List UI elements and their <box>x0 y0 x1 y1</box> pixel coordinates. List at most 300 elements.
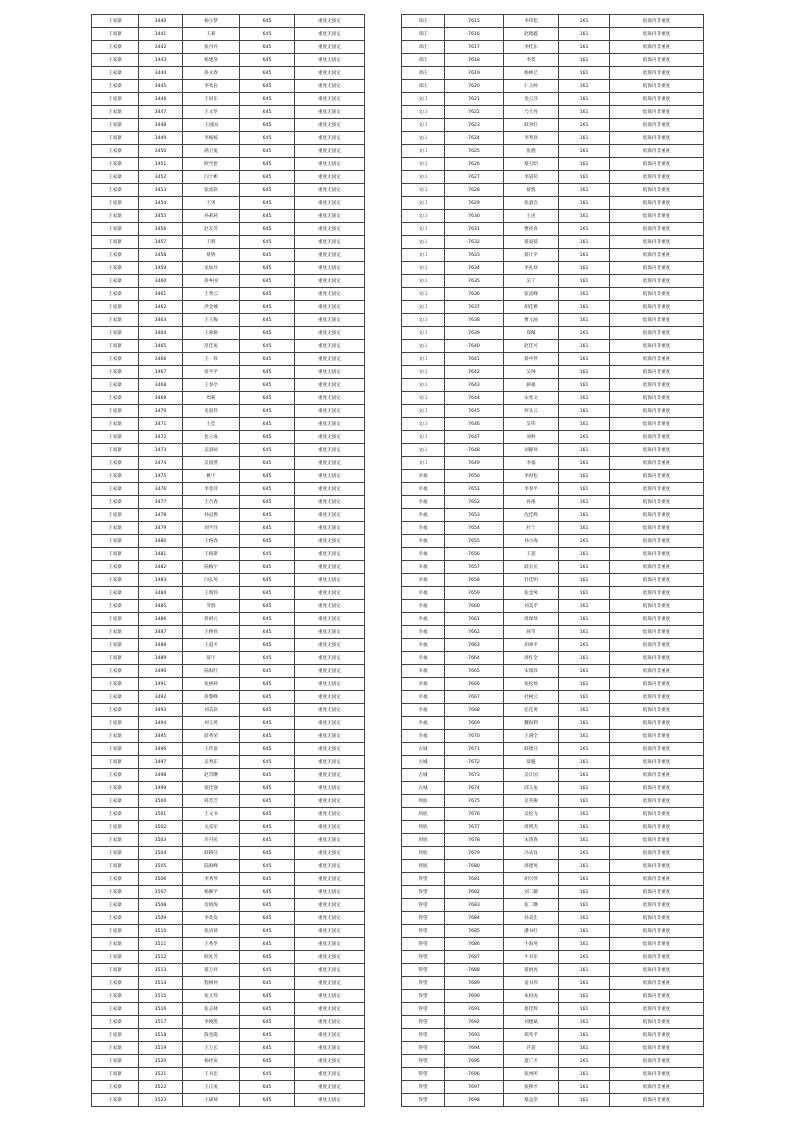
table-row <box>92 210 365 223</box>
category-cell: 重度无固定 <box>295 392 365 405</box>
village-cell: 得望 <box>402 1055 445 1068</box>
table-row <box>402 652 704 665</box>
village-cell: 王家寨 <box>92 145 139 158</box>
amount-cell: 161 <box>559 1068 610 1081</box>
id-cell: 3488 <box>139 639 183 652</box>
amount-cell: 645 <box>240 990 295 1003</box>
table-row <box>402 457 704 470</box>
amount-cell: 645 <box>240 769 295 782</box>
amount-cell: 161 <box>559 301 610 314</box>
village-cell: 得望 <box>402 1003 445 1016</box>
amount-cell: 161 <box>559 132 610 145</box>
amount-cell: 161 <box>559 704 610 717</box>
name-cell: 牛海英 <box>504 938 559 951</box>
table-row <box>402 405 704 418</box>
category-cell: 低保内非重度 <box>610 496 704 509</box>
id-cell: 7645 <box>445 405 504 418</box>
village-cell: 幸福 <box>402 548 445 561</box>
amount-cell: 161 <box>559 314 610 327</box>
name-cell: 刘美平 <box>504 600 559 613</box>
village-cell: 王家寨 <box>92 496 139 509</box>
id-cell: 3469 <box>139 392 183 405</box>
table-row <box>402 262 704 275</box>
id-cell: 7677 <box>445 821 504 834</box>
name-cell: 蔡爱荷 <box>504 236 559 249</box>
id-cell: 3506 <box>139 873 183 886</box>
name-cell: 薛长民 <box>504 561 559 574</box>
village-cell: 王家寨 <box>92 847 139 860</box>
category-cell: 重度无固定 <box>295 28 365 41</box>
category-cell: 低保内非重度 <box>610 1068 704 1081</box>
category-cell: 低保内非重度 <box>610 678 704 691</box>
id-cell: 7646 <box>445 418 504 431</box>
category-cell: 重度无固定 <box>295 288 365 301</box>
id-cell: 3454 <box>139 197 183 210</box>
id-cell: 3459 <box>139 262 183 275</box>
name-cell: 蒋黎峰 <box>183 691 240 704</box>
id-cell: 3483 <box>139 574 183 587</box>
amount-cell: 645 <box>240 860 295 873</box>
category-cell: 重度无固定 <box>295 821 365 834</box>
amount-cell: 645 <box>240 1081 295 1094</box>
amount-cell: 161 <box>559 444 610 457</box>
table-row <box>92 392 365 405</box>
category-cell: 低保内非重度 <box>610 1016 704 1029</box>
amount-cell: 645 <box>240 41 295 54</box>
amount-cell: 161 <box>559 678 610 691</box>
village-cell: 王家寨 <box>92 535 139 548</box>
village-cell: 王家寨 <box>92 483 139 496</box>
id-cell: 7618 <box>445 54 504 67</box>
name-cell: 杜宁 <box>504 522 559 535</box>
village-cell: 幸福 <box>402 509 445 522</box>
category-cell: 重度无固定 <box>295 1003 365 1016</box>
amount-cell: 161 <box>559 470 610 483</box>
table-row <box>402 1042 704 1055</box>
id-cell: 7692 <box>445 1016 504 1029</box>
amount-cell: 645 <box>240 93 295 106</box>
table-row <box>402 522 704 535</box>
id-cell: 3444 <box>139 67 183 80</box>
name-cell: 张树莉 <box>183 678 240 691</box>
category-cell: 低保内非重度 <box>610 886 704 899</box>
table-row <box>92 977 365 990</box>
village-cell: 王家寨 <box>92 860 139 873</box>
name-cell: 周德凤 <box>504 860 559 873</box>
village-cell: 王家寨 <box>92 769 139 782</box>
table-row <box>92 301 365 314</box>
name-cell: 李道苟 <box>504 171 559 184</box>
category-cell: 低保内非重度 <box>610 132 704 145</box>
id-cell: 7615 <box>445 15 504 28</box>
id-cell: 7683 <box>445 899 504 912</box>
village-cell: 王家寨 <box>92 548 139 561</box>
category-cell: 重度无固定 <box>295 535 365 548</box>
amount-cell: 161 <box>559 574 610 587</box>
table-row <box>92 886 365 899</box>
village-cell: 王家寨 <box>92 54 139 67</box>
name-cell: 薪福 <box>504 379 559 392</box>
amount-cell: 161 <box>559 483 610 496</box>
village-cell: 王家寨 <box>92 223 139 236</box>
village-cell: 得望 <box>402 886 445 899</box>
id-cell: 3477 <box>139 496 183 509</box>
amount-cell: 161 <box>559 41 610 54</box>
id-cell: 3481 <box>139 548 183 561</box>
village-cell: 文口 <box>402 405 445 418</box>
amount-cell: 161 <box>559 67 610 80</box>
id-cell: 3480 <box>139 535 183 548</box>
id-cell: 3503 <box>139 834 183 847</box>
id-cell: 7669 <box>445 717 504 730</box>
amount-cell: 645 <box>240 808 295 821</box>
table-row <box>92 93 365 106</box>
name-cell: 李桂东 <box>504 41 559 54</box>
name-cell: 薛喜红 <box>504 119 559 132</box>
id-cell: 7673 <box>445 769 504 782</box>
id-cell: 3510 <box>139 925 183 938</box>
category-cell: 低保内非重度 <box>610 392 704 405</box>
category-cell: 低保内非重度 <box>610 353 704 366</box>
id-cell: 3453 <box>139 184 183 197</box>
village-cell: 王家寨 <box>92 470 139 483</box>
table-row <box>92 405 365 418</box>
village-cell: 得望 <box>402 873 445 886</box>
id-cell: 7644 <box>445 392 504 405</box>
table-row <box>92 860 365 873</box>
id-cell: 7661 <box>445 613 504 626</box>
table-row <box>402 561 704 574</box>
id-cell: 3519 <box>139 1042 183 1055</box>
name-cell: 沈佳辉 <box>504 509 559 522</box>
name-cell: 王文华 <box>183 106 240 119</box>
category-cell: 低保内非重度 <box>610 457 704 470</box>
table-row <box>92 483 365 496</box>
id-cell: 7630 <box>445 210 504 223</box>
category-cell: 低保内非重度 <box>610 587 704 600</box>
amount-cell: 161 <box>559 405 610 418</box>
table-row <box>92 925 365 938</box>
village-cell: 文口 <box>402 379 445 392</box>
name-cell: 刘美彩 <box>183 704 240 717</box>
amount-cell: 645 <box>240 366 295 379</box>
table-row <box>92 834 365 847</box>
id-cell: 3491 <box>139 678 183 691</box>
village-cell: 王家寨 <box>92 886 139 899</box>
name-cell: 蔡益堂 <box>504 1094 559 1107</box>
category-cell: 低保内非重度 <box>610 717 704 730</box>
name-cell: 李嫣嫣 <box>183 132 240 145</box>
id-cell: 7633 <box>445 249 504 262</box>
amount-cell: 161 <box>559 197 610 210</box>
id-cell: 3496 <box>139 743 183 756</box>
category-cell: 低保内非重度 <box>610 158 704 171</box>
id-cell: 7632 <box>445 236 504 249</box>
id-cell: 3474 <box>139 457 183 470</box>
id-cell: 3447 <box>139 106 183 119</box>
table-row <box>92 119 365 132</box>
village-cell: 王家寨 <box>92 41 139 54</box>
village-cell: 王家寨 <box>92 1003 139 1016</box>
village-cell: 得望 <box>402 899 445 912</box>
id-cell: 3443 <box>139 54 183 67</box>
village-cell: 王家寨 <box>92 80 139 93</box>
name-cell: 王秀华 <box>183 938 240 951</box>
village-cell: 王家寨 <box>92 912 139 925</box>
id-cell: 7623 <box>445 119 504 132</box>
category-cell: 重度无固定 <box>295 1068 365 1081</box>
category-cell: 重度无固定 <box>295 262 365 275</box>
id-cell: 7619 <box>445 67 504 80</box>
name-cell: 王锦荷 <box>183 1094 240 1107</box>
table-row <box>92 990 365 1003</box>
table-row <box>92 1029 365 1042</box>
table-row <box>402 1003 704 1016</box>
name-cell: 李金萍 <box>183 483 240 496</box>
village-cell: 邓庄 <box>402 54 445 67</box>
amount-cell: 161 <box>559 171 610 184</box>
table-row <box>402 977 704 990</box>
amount-cell: 161 <box>559 1094 610 1107</box>
name-cell: 魏海利 <box>504 717 559 730</box>
category-cell: 重度无固定 <box>295 405 365 418</box>
village-cell: 幸福 <box>402 691 445 704</box>
category-cell: 低保内非重度 <box>610 1081 704 1094</box>
id-cell: 7674 <box>445 782 504 795</box>
id-cell: 7651 <box>445 483 504 496</box>
table-row <box>402 912 704 925</box>
category-cell: 低保内非重度 <box>610 626 704 639</box>
name-cell: 闫士彬 <box>183 171 240 184</box>
table-row <box>92 54 365 67</box>
table-row <box>402 535 704 548</box>
id-cell: 3463 <box>139 314 183 327</box>
name-cell: 王瑞伟 <box>183 587 240 600</box>
category-cell: 重度无固定 <box>295 457 365 470</box>
table-row <box>402 964 704 977</box>
village-cell: 王家寨 <box>92 275 139 288</box>
amount-cell: 161 <box>559 210 610 223</box>
name-cell: 李秀琴 <box>183 873 240 886</box>
amount-cell: 161 <box>559 535 610 548</box>
table-row <box>402 847 704 860</box>
id-cell: 3495 <box>139 730 183 743</box>
id-cell: 3468 <box>139 379 183 392</box>
amount-cell: 161 <box>559 145 610 158</box>
village-cell: 幸福 <box>402 704 445 717</box>
id-cell: 7666 <box>445 678 504 691</box>
table-row <box>402 509 704 522</box>
amount-cell: 161 <box>559 769 610 782</box>
category-cell: 低保内非重度 <box>610 470 704 483</box>
amount-cell: 645 <box>240 288 295 301</box>
village-cell: 王家寨 <box>92 93 139 106</box>
table-row <box>402 275 704 288</box>
village-cell: 王家寨 <box>92 990 139 1003</box>
name-cell: 仁玉岭 <box>504 80 559 93</box>
name-cell: 潘书红 <box>504 925 559 938</box>
village-cell: 王家寨 <box>92 1029 139 1042</box>
name-cell: 闫长英 <box>183 574 240 587</box>
category-cell: 低保内非重度 <box>610 964 704 977</box>
name-cell: 王同东 <box>183 93 240 106</box>
table-row <box>92 717 365 730</box>
id-cell: 7647 <box>445 431 504 444</box>
id-cell: 3475 <box>139 470 183 483</box>
table-row <box>402 340 704 353</box>
table-row <box>92 626 365 639</box>
amount-cell: 161 <box>559 964 610 977</box>
amount-cell: 645 <box>240 977 295 990</box>
village-cell: 王家寨 <box>92 873 139 886</box>
table-row <box>402 379 704 392</box>
amount-cell: 161 <box>559 353 610 366</box>
amount-cell: 161 <box>559 717 610 730</box>
table-row <box>402 899 704 912</box>
amount-cell: 161 <box>559 600 610 613</box>
name-cell: 李祖松 <box>504 470 559 483</box>
category-cell: 重度无固定 <box>295 1016 365 1029</box>
category-cell: 重度无固定 <box>295 886 365 899</box>
name-cell: 蒋乡国 <box>183 275 240 288</box>
id-cell: 7640 <box>445 340 504 353</box>
id-cell: 7628 <box>445 184 504 197</box>
category-cell: 重度无固定 <box>295 834 365 847</box>
id-cell: 3471 <box>139 418 183 431</box>
village-cell: 王家寨 <box>92 353 139 366</box>
id-cell: 7696 <box>445 1068 504 1081</box>
table-row <box>92 808 365 821</box>
name-cell: 赵佳可 <box>504 340 559 353</box>
amount-cell: 645 <box>240 145 295 158</box>
name-cell: 韩雪 <box>504 626 559 639</box>
left-roster-body <box>92 15 365 1107</box>
village-cell: 邓庄 <box>402 41 445 54</box>
table-row <box>402 886 704 899</box>
table-row <box>92 782 365 795</box>
name-cell: 王翠格 <box>183 327 240 340</box>
name-cell: 宋瑞珍 <box>504 665 559 678</box>
table-row <box>92 1055 365 1068</box>
amount-cell: 645 <box>240 613 295 626</box>
village-cell: 王家寨 <box>92 665 139 678</box>
village-cell: 幸福 <box>402 639 445 652</box>
category-cell: 重度无固定 <box>295 418 365 431</box>
category-cell: 重度无固定 <box>295 158 365 171</box>
table-row <box>92 964 365 977</box>
amount-cell: 645 <box>240 314 295 327</box>
table-row <box>92 769 365 782</box>
table-row <box>402 860 704 873</box>
name-cell: 郑兆平 <box>504 1029 559 1042</box>
name-cell: 李秀珍 <box>504 132 559 145</box>
table-row <box>402 990 704 1003</box>
category-cell: 重度无固定 <box>295 470 365 483</box>
name-cell: 张捧才 <box>504 1081 559 1094</box>
table-row <box>92 743 365 756</box>
name-cell: 孙美生 <box>504 912 559 925</box>
id-cell: 7637 <box>445 301 504 314</box>
id-cell: 3522 <box>139 1081 183 1094</box>
id-cell: 7667 <box>445 691 504 704</box>
village-cell: 得望 <box>402 1029 445 1042</box>
amount-cell: 161 <box>559 158 610 171</box>
id-cell: 3448 <box>139 119 183 132</box>
village-cell: 王家寨 <box>92 210 139 223</box>
name-cell: 张德 <box>504 145 559 158</box>
name-cell: 吴丁 <box>504 275 559 288</box>
amount-cell: 645 <box>240 652 295 665</box>
amount-cell: 645 <box>240 223 295 236</box>
village-cell: 文口 <box>402 366 445 379</box>
table-row <box>92 106 365 119</box>
id-cell: 3446 <box>139 93 183 106</box>
id-cell: 3476 <box>139 483 183 496</box>
village-cell: 古城 <box>402 782 445 795</box>
table-row <box>402 821 704 834</box>
category-cell: 重度无固定 <box>295 678 365 691</box>
amount-cell: 645 <box>240 28 295 41</box>
id-cell: 7678 <box>445 834 504 847</box>
category-cell: 低保内非重度 <box>610 145 704 158</box>
village-cell: 王家寨 <box>92 184 139 197</box>
amount-cell: 161 <box>559 119 610 132</box>
amount-cell: 645 <box>240 535 295 548</box>
village-cell: 文口 <box>402 223 445 236</box>
table-row <box>402 1029 704 1042</box>
category-cell: 重度无固定 <box>295 171 365 184</box>
village-cell: 古城 <box>402 756 445 769</box>
category-cell: 低保内非重度 <box>610 1029 704 1042</box>
village-cell: 王家寨 <box>92 171 139 184</box>
category-cell: 重度无固定 <box>295 431 365 444</box>
category-cell: 重度无固定 <box>295 613 365 626</box>
name-cell: 程相何 <box>183 977 240 990</box>
table-row <box>402 132 704 145</box>
category-cell: 重度无固定 <box>295 197 365 210</box>
village-cell: 文口 <box>402 457 445 470</box>
category-cell: 重度无固定 <box>295 444 365 457</box>
amount-cell: 645 <box>240 301 295 314</box>
amount-cell: 645 <box>240 249 295 262</box>
table-row <box>402 418 704 431</box>
name-cell: 刘平洋 <box>183 522 240 535</box>
category-cell: 低保内非重度 <box>610 665 704 678</box>
category-cell: 重度无固定 <box>295 314 365 327</box>
table-row <box>402 288 704 301</box>
village-cell: 文口 <box>402 275 445 288</box>
village-cell: 得望 <box>402 1042 445 1055</box>
table-row <box>92 353 365 366</box>
name-cell: 赵友芳 <box>183 223 240 236</box>
amount-cell: 161 <box>559 899 610 912</box>
category-cell: 低保内非重度 <box>610 990 704 1003</box>
table-row <box>92 171 365 184</box>
id-cell: 3504 <box>139 847 183 860</box>
village-cell: 文口 <box>402 184 445 197</box>
village-cell: 得望 <box>402 1094 445 1107</box>
id-cell: 3472 <box>139 431 183 444</box>
table-row <box>92 899 365 912</box>
table-row <box>402 301 704 314</box>
village-cell: 得望 <box>402 938 445 951</box>
amount-cell: 161 <box>559 691 610 704</box>
amount-cell: 645 <box>240 1055 295 1068</box>
name-cell: 洪金城 <box>183 301 240 314</box>
amount-cell: 161 <box>559 1081 610 1094</box>
id-cell: 3452 <box>139 171 183 184</box>
name-cell: 周保珍 <box>504 613 559 626</box>
